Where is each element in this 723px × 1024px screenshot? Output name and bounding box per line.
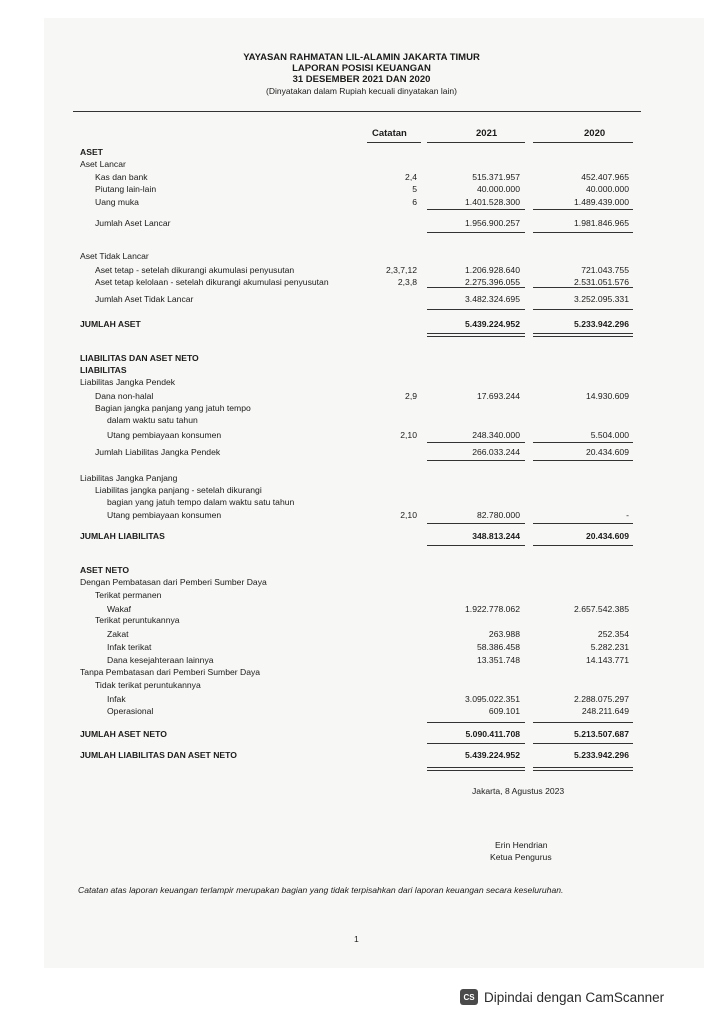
row-value-2020: 5.213.507.687 [574,729,629,739]
row-label: JUMLAH LIABILITAS [80,531,165,541]
camscanner-logo-icon: CS [460,989,478,1005]
table-row [0,196,723,208]
row-value-2020: 2.531.051.576 [574,277,629,287]
row-value-2021: 82.780.000 [476,510,520,520]
row-label: Zakat [107,629,129,639]
row-value-2021: 248.340.000 [472,430,520,440]
row-label: Liabilitas Jangka Pendek [80,377,176,387]
camscanner-watermark [460,986,664,1008]
subtotal-rule [533,287,633,288]
row-note: 6 [412,197,417,207]
row-note: 2,3,8 [397,277,417,287]
row-label: Tanpa Pembatasan dari Pemberi Sumber Daya [80,667,261,677]
row-value-2020: 452.407.965 [581,172,629,182]
row-label: ASET [80,147,103,157]
row-label: JUMLAH LIABILITAS DAN ASET NETO [80,750,237,760]
row-value-2021: 3.482.324.695 [465,294,520,304]
row-value-2021: 1.206.928.640 [465,265,520,275]
table-row [0,749,723,761]
row-label: Tidak terikat peruntukannya [95,680,201,690]
table-row [0,402,723,414]
row-label: Aset Tidak Lancar [80,251,149,261]
page-number: 1 [354,934,359,944]
row-value-2021: 3.095.022.351 [465,694,520,704]
row-note: 2,10 [400,510,417,520]
row-value-2021: 266.033.244 [472,447,520,457]
row-label: Dana non-halal [95,391,154,401]
report-date: 31 DESEMBER 2021 DAN 2020 [292,74,431,85]
report-title: LAPORAN POSISI KEUANGAN [292,63,431,74]
report-note: (Dinyatakan dalam Rupiah kecuali dinyatakan lain) [266,86,457,96]
row-label: Wakaf [107,604,132,614]
double-total-rule [533,333,633,337]
row-label: Aset Lancar [80,159,126,169]
row-note: 5 [412,184,417,194]
table-row [0,641,723,653]
subtotal-rule [427,442,525,443]
row-value-2021: 1.401.528.300 [465,197,520,207]
col-rule-2020 [533,142,633,143]
table-row [0,589,723,601]
table-row [0,376,723,388]
row-value-2020: 20.434.609 [585,447,629,457]
row-label: Dengan Pembatasan dari Pemberi Sumber Daya [80,577,267,587]
place-date: Jakarta, 8 Agustus 2023 [472,786,565,796]
table-row [0,183,723,195]
row-label: Aset tetap kelolaan - setelah dikurangi akumulasi penyusutan [95,277,329,287]
table-row [0,628,723,640]
row-value-2020: 1.981.846.965 [574,218,629,228]
col-rule-note [367,142,421,143]
row-label: Piutang lain-lain [95,184,157,194]
row-value-2020: 2.657.542.385 [574,604,629,614]
table-row [0,429,723,441]
row-value-2020: 1.489.439.000 [574,197,629,207]
table-row [0,530,723,542]
table-row [0,217,723,229]
table-row [0,364,723,376]
row-label: JUMLAH ASET [80,319,141,329]
table-row [0,414,723,426]
signatory-title: Ketua Pengurus [490,852,552,862]
row-value-2021: 13.351.748 [476,655,520,665]
row-value-2020: 40.000.000 [585,184,629,194]
row-label: Dana kesejahteraan lainnya [107,655,214,665]
table-row [0,390,723,402]
row-value-2020: 5.282.231 [590,642,629,652]
subtotal-rule [533,232,633,233]
row-note: 2,9 [405,391,417,401]
subtotal-rule [533,209,633,210]
row-note: 2,3,7,12 [385,265,417,275]
org-name: YAYASAN RAHMATAN LIL-ALAMIN JAKARTA TIMUR [243,52,480,63]
row-value-2020: 3.252.095.331 [574,294,629,304]
row-label: ASET NETO [80,565,130,575]
row-value-2021: 263.988 [488,629,520,639]
subtotal-rule [533,442,633,443]
subtotal-rule [427,460,525,461]
table-row [0,666,723,678]
subtotal-rule [427,287,525,288]
row-value-2020: - [626,510,629,520]
table-row [0,293,723,305]
row-value-2020: 5.233.942.296 [574,319,629,329]
table-row [0,564,723,576]
row-value-2021: 58.386.458 [476,642,520,652]
row-value-2021: 5.439.224.952 [465,319,520,329]
row-label: Liabilitas jangka panjang - setelah dikurangi [95,485,262,495]
subtotal-rule [427,722,525,723]
col-header-2020: 2020 [584,128,606,139]
subtotal-rule [533,743,633,744]
row-value-2021: 348.813.244 [472,531,520,541]
row-label: Utang pembiayaan konsumen [107,430,222,440]
row-value-2020: 14.930.609 [585,391,629,401]
subtotal-rule [427,523,525,524]
footnote: Catatan atas laporan keuangan terlampir merupakan bagian yang tidak terpisahkan dari laporan keuangan secara keseluruhan. [78,885,564,895]
table-row [0,158,723,170]
double-total-rule [533,767,633,771]
col-header-2021: 2021 [476,128,498,139]
row-value-2020: 2.288.075.297 [574,694,629,704]
table-row [0,614,723,626]
subtotal-rule [533,309,633,310]
row-label: LIABILITAS [80,365,127,375]
subtotal-rule [533,545,633,546]
row-label: Infak terikat [107,642,152,652]
row-label: Jumlah Liabilitas Jangka Pendek [95,447,221,457]
subtotal-rule [533,722,633,723]
row-value-2021: 2.275.396.055 [465,277,520,287]
row-value-2020: 14.143.771 [585,655,629,665]
row-label: Kas dan bank [95,172,148,182]
table-row [0,484,723,496]
table-row [0,352,723,364]
row-label: Terikat peruntukannya [95,615,180,625]
subtotal-rule [533,460,633,461]
col-rule-2021 [427,142,525,143]
row-label: Liabilitas Jangka Panjang [80,473,178,483]
table-row [0,171,723,183]
row-label: Jumlah Aset Tidak Lancar [95,294,194,304]
row-value-2020: 252.354 [597,629,629,639]
row-label: Operasional [107,706,154,716]
table-row [0,318,723,330]
table-row [0,693,723,705]
row-label: Uang muka [95,197,139,207]
table-row [0,705,723,717]
row-value-2021: 609.101 [488,706,520,716]
row-value-2020: 5.504.000 [590,430,629,440]
table-row [0,654,723,666]
subtotal-rule [427,209,525,210]
row-value-2021: 1.922.778.062 [465,604,520,614]
table-row [0,509,723,521]
subtotal-rule [427,743,525,744]
row-note: 2,10 [400,430,417,440]
row-value-2020: 20.434.609 [585,531,629,541]
row-label: JUMLAH ASET NETO [80,729,167,739]
row-label: Bagian jangka panjang yang jatuh tempo [95,403,251,413]
table-row [0,264,723,276]
row-label: Terikat permanen [95,590,162,600]
row-label: Utang pembiayaan konsumen [107,510,222,520]
table-row [0,576,723,588]
row-value-2020: 248.211.649 [581,706,629,716]
signatory-name: Erin Hendrian [495,840,548,850]
row-value-2021: 5.439.224.952 [465,750,520,760]
row-note: 2,4 [405,172,417,182]
subtotal-rule [427,232,525,233]
row-value-2020: 5.233.942.296 [574,750,629,760]
row-value-2021: 5.090.411.708 [465,729,520,739]
row-value-2021: 40.000.000 [476,184,520,194]
table-row [0,679,723,691]
col-header-note: Catatan [372,128,407,139]
table-row [0,146,723,158]
double-total-rule [427,333,525,337]
row-label: Aset tetap - setelah dikurangi akumulasi penyusutan [95,265,295,275]
table-row [0,250,723,262]
header-rule [73,111,641,112]
row-label: LIABILITAS DAN ASET NETO [80,353,199,363]
table-row [0,728,723,740]
row-label: bagian yang jatuh tempo dalam waktu satu tahun [107,497,295,507]
subtotal-rule [427,545,525,546]
row-label: Jumlah Aset Lancar [95,218,171,228]
row-value-2020: 721.043.755 [581,265,629,275]
table-row [0,472,723,484]
subtotal-rule [533,523,633,524]
row-label: Infak [107,694,126,704]
table-row [0,496,723,508]
row-value-2021: 17.693.244 [476,391,520,401]
table-row [0,446,723,458]
row-label: dalam waktu satu tahun [107,415,198,425]
subtotal-rule [427,309,525,310]
camscanner-text: Dipindai dengan CamScanner [484,989,665,1005]
double-total-rule [427,767,525,771]
row-value-2021: 1.956.900.257 [465,218,520,228]
row-value-2021: 515.371.957 [472,172,520,182]
